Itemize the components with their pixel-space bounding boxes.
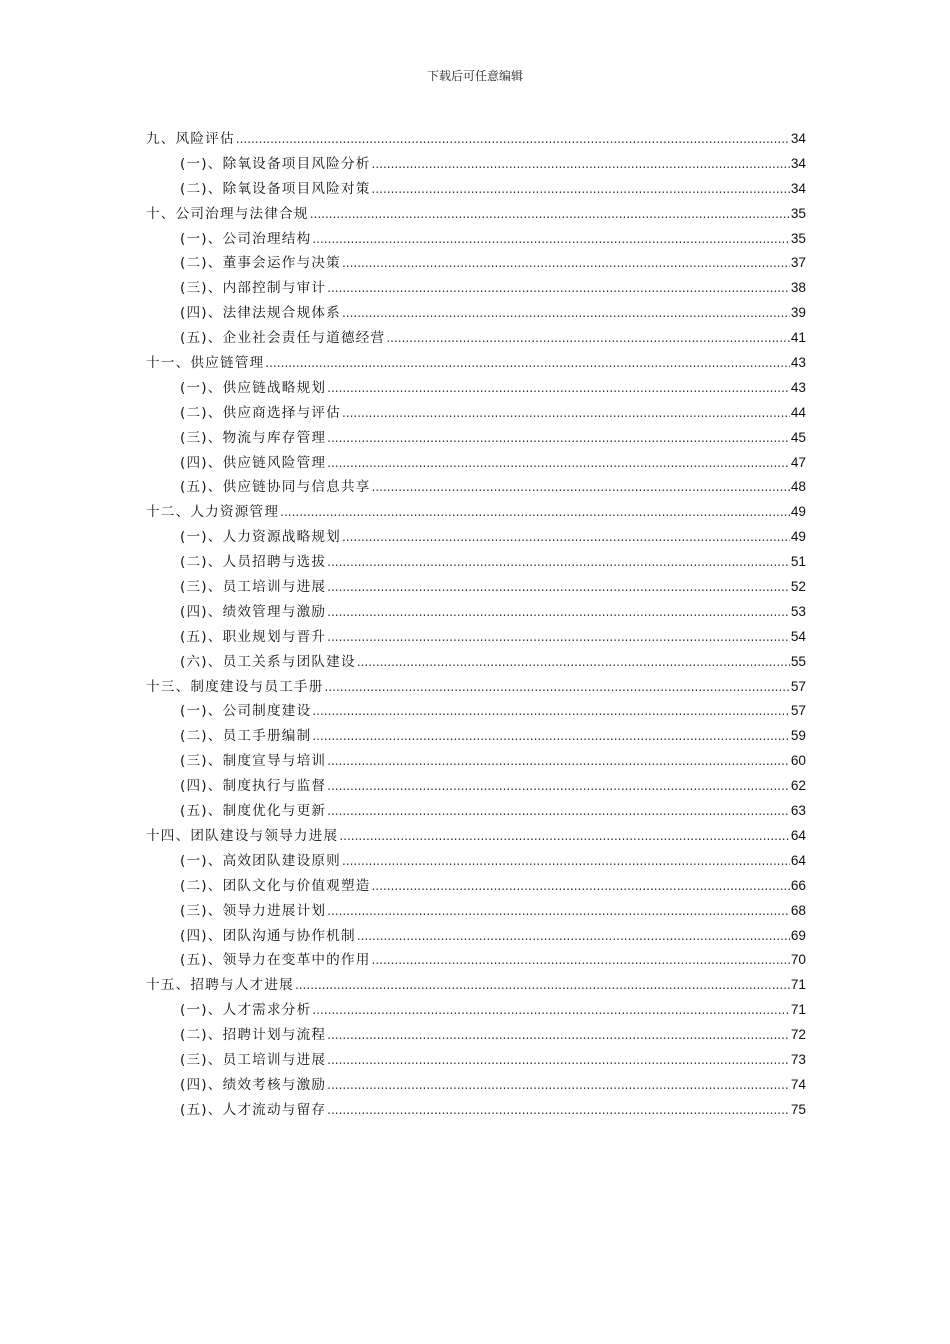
toc-chapter-entry[interactable] bbox=[146, 500, 806, 525]
toc-entry-page-number: 63 bbox=[790, 803, 806, 819]
toc-chapter-entry[interactable] bbox=[146, 973, 806, 998]
toc-entry-page-number: 39 bbox=[790, 305, 806, 321]
toc-entry-page-number: 37 bbox=[790, 255, 806, 271]
toc-section-entry[interactable] bbox=[146, 1048, 806, 1073]
toc-entry-title: (五)、制度优化与更新 bbox=[180, 803, 327, 820]
toc-dot-leader bbox=[357, 655, 790, 669]
toc-entry-page-number: 47 bbox=[790, 454, 806, 470]
toc-entry-title: (一)、除氧设备项目风险分析 bbox=[180, 155, 371, 172]
toc-entry-page-number: 57 bbox=[790, 703, 806, 719]
toc-dot-leader bbox=[327, 1028, 790, 1042]
toc-chapter-entry[interactable] bbox=[146, 202, 806, 227]
toc-entry-page-number: 55 bbox=[790, 653, 806, 669]
toc-entry-title: 十三、制度建设与员工手册 bbox=[146, 678, 324, 695]
toc-entry-page-number: 71 bbox=[790, 977, 806, 993]
toc-section-entry[interactable] bbox=[146, 699, 806, 724]
toc-section-entry[interactable] bbox=[146, 575, 806, 600]
toc-section-entry[interactable] bbox=[146, 849, 806, 874]
toc-entry-title: (五)、职业规划与晋升 bbox=[180, 628, 327, 645]
toc-entry-page-number: 70 bbox=[790, 952, 806, 968]
toc-section-entry[interactable] bbox=[146, 749, 806, 774]
toc-dot-leader bbox=[372, 879, 790, 893]
toc-entry-page-number: 64 bbox=[790, 827, 806, 843]
toc-entry-page-number: 44 bbox=[790, 404, 806, 420]
toc-section-entry[interactable] bbox=[146, 600, 806, 625]
toc-dot-leader bbox=[339, 829, 790, 843]
toc-entry-title: (二)、员工手册编制 bbox=[180, 728, 312, 745]
toc-entry-title: (五)、供应链协同与信息共享 bbox=[180, 479, 371, 496]
toc-entry-page-number: 34 bbox=[790, 155, 806, 171]
toc-entry-title: (一)、公司制度建设 bbox=[180, 703, 312, 720]
toc-entry-title: (四)、制度执行与监督 bbox=[180, 778, 327, 795]
toc-dot-leader bbox=[295, 978, 790, 992]
toc-entry-page-number: 68 bbox=[790, 902, 806, 918]
toc-dot-leader bbox=[327, 630, 790, 644]
toc-entry-page-number: 54 bbox=[790, 628, 806, 644]
toc-entry-page-number: 35 bbox=[790, 230, 806, 246]
toc-section-entry[interactable] bbox=[146, 426, 806, 451]
toc-entry-title: 十五、招聘与人才进展 bbox=[146, 977, 294, 994]
toc-dot-leader bbox=[265, 356, 790, 370]
toc-section-entry[interactable] bbox=[146, 948, 806, 973]
toc-section-entry[interactable] bbox=[146, 401, 806, 426]
toc-dot-leader bbox=[372, 157, 790, 171]
toc-entry-page-number: 41 bbox=[790, 330, 806, 346]
toc-dot-leader bbox=[327, 904, 790, 918]
toc-entry-page-number: 73 bbox=[790, 1051, 806, 1067]
toc-entry-page-number: 52 bbox=[790, 579, 806, 595]
toc-entry-title: 十四、团队建设与领导力进展 bbox=[146, 827, 339, 844]
toc-entry-title: (五)、企业社会责任与道德经营 bbox=[180, 330, 386, 347]
page-header: 下载后可任意编辑 bbox=[426, 69, 523, 83]
toc-dot-leader bbox=[312, 704, 790, 718]
toc-entry-page-number: 38 bbox=[790, 280, 806, 296]
toc-dot-leader bbox=[325, 680, 790, 694]
toc-dot-leader bbox=[327, 580, 790, 594]
toc-entry-title: (四)、供应链风险管理 bbox=[180, 454, 327, 471]
toc-dot-leader bbox=[372, 480, 790, 494]
toc-entry-title: (二)、团队文化与价值观塑造 bbox=[180, 877, 371, 894]
toc-dot-leader bbox=[310, 207, 790, 221]
toc-dot-leader bbox=[327, 555, 790, 569]
toc-dot-leader bbox=[327, 1078, 790, 1092]
toc-section-entry[interactable] bbox=[146, 550, 806, 575]
toc-section-entry[interactable] bbox=[146, 874, 806, 899]
toc-entry-title: (三)、制度宣导与培训 bbox=[180, 753, 327, 770]
toc-entry-title: (二)、董事会运作与决策 bbox=[180, 255, 341, 272]
toc-dot-leader bbox=[327, 605, 790, 619]
toc-entry-page-number: 72 bbox=[790, 1027, 806, 1043]
toc-section-entry[interactable] bbox=[146, 451, 806, 476]
toc-dot-leader bbox=[342, 530, 790, 544]
toc-entry-title: (六)、员工关系与团队建设 bbox=[180, 653, 356, 670]
toc-entry-title: 十、公司治理与法律合规 bbox=[146, 205, 309, 222]
toc-dot-leader bbox=[342, 306, 790, 320]
toc-entry-page-number: 71 bbox=[790, 1002, 806, 1018]
toc-section-entry[interactable] bbox=[146, 924, 806, 949]
toc-entry-page-number: 45 bbox=[790, 429, 806, 445]
toc-dot-leader bbox=[327, 431, 790, 445]
toc-entry-page-number: 43 bbox=[790, 379, 806, 395]
toc-section-entry[interactable] bbox=[146, 227, 806, 252]
toc-dot-leader bbox=[312, 729, 790, 743]
toc-entry-title: (二)、除氧设备项目风险对策 bbox=[180, 180, 371, 197]
toc-section-entry[interactable] bbox=[146, 1098, 806, 1123]
toc-entry-title: (三)、物流与库存管理 bbox=[180, 429, 327, 446]
toc-section-entry[interactable] bbox=[146, 774, 806, 799]
toc-entry-title: (一)、人力资源战略规划 bbox=[180, 529, 341, 546]
toc-section-entry[interactable] bbox=[146, 525, 806, 550]
toc-dot-leader bbox=[327, 1103, 790, 1117]
toc-entry-page-number: 51 bbox=[790, 554, 806, 570]
toc-entry-title: (一)、高效团队建设原则 bbox=[180, 852, 341, 869]
toc-dot-leader bbox=[312, 1003, 790, 1017]
toc-dot-leader bbox=[372, 953, 790, 967]
toc-entry-title: 十二、人力资源管理 bbox=[146, 504, 280, 521]
toc-section-entry[interactable] bbox=[146, 152, 806, 177]
toc-entry-page-number: 57 bbox=[790, 678, 806, 694]
toc-section-entry[interactable] bbox=[146, 799, 806, 824]
toc-entry-title: (二)、招聘计划与流程 bbox=[180, 1027, 327, 1044]
toc-entry-title: (一)、公司治理结构 bbox=[180, 230, 312, 247]
toc-entry-title: 十一、供应链管理 bbox=[146, 355, 265, 372]
toc-entry-page-number: 66 bbox=[790, 877, 806, 893]
toc-entry-title: (四)、绩效管理与激励 bbox=[180, 603, 327, 620]
toc-dot-leader bbox=[327, 281, 790, 295]
toc-entry-page-number: 62 bbox=[790, 778, 806, 794]
toc-chapter-entry[interactable] bbox=[146, 675, 806, 700]
toc-dot-leader bbox=[342, 406, 790, 420]
toc-dot-leader bbox=[280, 505, 790, 519]
toc-dot-leader bbox=[236, 132, 790, 146]
toc-chapter-entry[interactable] bbox=[146, 351, 806, 376]
toc-dot-leader bbox=[327, 1053, 790, 1067]
toc-section-entry[interactable] bbox=[146, 899, 806, 924]
toc-dot-leader bbox=[327, 456, 790, 470]
toc-entry-title: (五)、领导力在变革中的作用 bbox=[180, 952, 371, 969]
toc-entry-title: (四)、绩效考核与激励 bbox=[180, 1076, 327, 1093]
toc-entry-page-number: 43 bbox=[790, 355, 806, 371]
toc-section-entry[interactable] bbox=[146, 276, 806, 301]
toc-dot-leader bbox=[386, 331, 790, 345]
toc-entry-title: 九、风险评估 bbox=[146, 131, 235, 147]
toc-entry-page-number: 60 bbox=[790, 753, 806, 769]
toc-section-entry[interactable] bbox=[146, 326, 806, 351]
toc-entry-title: (四)、法律法规合规体系 bbox=[180, 305, 341, 322]
toc-entry-page-number: 34 bbox=[790, 131, 806, 146]
toc-dot-leader bbox=[327, 779, 790, 793]
toc-entry-title: (一)、人才需求分析 bbox=[180, 1002, 312, 1019]
toc-chapter-entry[interactable] bbox=[146, 824, 806, 849]
toc-dot-leader bbox=[327, 381, 790, 395]
toc-dot-leader bbox=[342, 854, 790, 868]
toc-dot-leader bbox=[327, 754, 790, 768]
toc-entry-title: (二)、供应商选择与评估 bbox=[180, 404, 341, 421]
toc-entry-page-number: 74 bbox=[790, 1076, 806, 1092]
toc-entry-page-number: 49 bbox=[790, 504, 806, 520]
toc-entry-title: (四)、团队沟通与协作机制 bbox=[180, 927, 356, 944]
toc-section-entry[interactable] bbox=[146, 475, 806, 500]
toc-section-entry[interactable] bbox=[146, 724, 806, 749]
table-of-contents bbox=[146, 127, 806, 1123]
toc-entry-page-number: 59 bbox=[790, 728, 806, 744]
toc-dot-leader bbox=[327, 804, 790, 818]
toc-entry-page-number: 35 bbox=[790, 205, 806, 221]
toc-section-entry[interactable] bbox=[146, 998, 806, 1023]
toc-dot-leader bbox=[312, 232, 790, 246]
toc-entry-title: (三)、领导力进展计划 bbox=[180, 902, 327, 919]
toc-dot-leader bbox=[342, 256, 790, 270]
toc-section-entry[interactable] bbox=[146, 376, 806, 401]
toc-entry-page-number: 64 bbox=[790, 852, 806, 868]
toc-entry-page-number: 49 bbox=[790, 529, 806, 545]
toc-section-entry[interactable] bbox=[146, 625, 806, 650]
toc-entry-title: (二)、人员招聘与选拔 bbox=[180, 554, 327, 571]
toc-section-entry[interactable] bbox=[146, 251, 806, 276]
toc-section-entry[interactable] bbox=[146, 1073, 806, 1098]
toc-entry-title: (五)、人才流动与留存 bbox=[180, 1101, 327, 1118]
toc-entry-page-number: 34 bbox=[790, 180, 806, 196]
toc-entry-title: (三)、内部控制与审计 bbox=[180, 280, 327, 297]
toc-entry-title: (三)、员工培训与进展 bbox=[180, 579, 327, 596]
toc-dot-leader bbox=[357, 929, 790, 943]
toc-entry-page-number: 48 bbox=[790, 479, 806, 495]
toc-chapter-entry[interactable] bbox=[146, 127, 806, 152]
toc-entry-page-number: 75 bbox=[790, 1101, 806, 1117]
toc-section-entry[interactable] bbox=[146, 1023, 806, 1048]
toc-dot-leader bbox=[372, 182, 790, 196]
toc-entry-page-number: 69 bbox=[790, 927, 806, 943]
toc-section-entry[interactable] bbox=[146, 650, 806, 675]
toc-section-entry[interactable] bbox=[146, 177, 806, 202]
toc-entry-page-number: 53 bbox=[790, 603, 806, 619]
toc-entry-title: (三)、员工培训与进展 bbox=[180, 1051, 327, 1068]
toc-entry-title: (一)、供应链战略规划 bbox=[180, 379, 327, 396]
toc-section-entry[interactable] bbox=[146, 301, 806, 326]
